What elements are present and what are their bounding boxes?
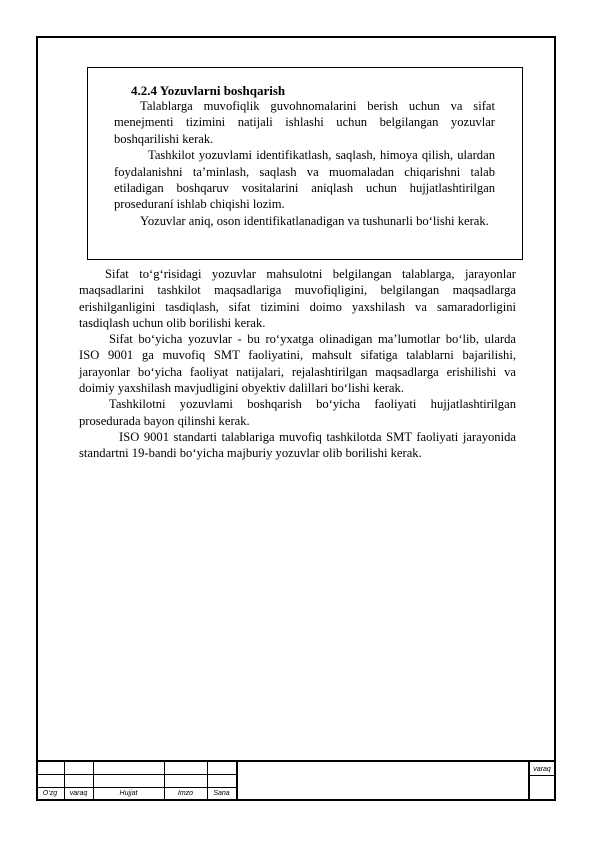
title-block-row-line	[36, 787, 236, 788]
section-heading: 4.2.4 Yozuvlarni boshqarish	[131, 83, 286, 98]
label-sheet: varaq	[69, 790, 88, 797]
body-text	[79, 266, 516, 462]
body-paragraph: Sifat bo‘yicha yozuvlar - bu ro‘yxatga olinadigan ma’lumotlar bo‘lib, ularda ISO 9001 ga muvofiq SMT faoliyatini, mahsult sifatiga talablarni bajarilishi, jarayonlar bo‘yicha faoliyat natijalari, rejalashtirilgan maqsadlarga erishilishi va doimiy yaxshilash mavjudligini obyektiv dalillari bo‘lishi kerak.	[79, 332, 516, 396]
body-paragraph: Sifat to‘g‘risidagi yozuvlar mahsulotni belgilangan talablarga, jarayonlar maqsadlarini tashkilot maqsadlariga muvofiqligini, belgilangan maqsadlarga erishilganligini tasdiqlash, sifat tizimini doimo yaxshilash va samaradorligini tasdiqlash uchun olib borilishi kerak.	[79, 267, 516, 330]
box-paragraph: Tashkilot yozuvlami identifikatlash, saqlash, himoya qilish, ulardan foydalanishni ta’minlash, saqlash va muomaladan chiqarishni talab etiladigan boshqaruv vositalarini aniqlash uchun hujjatlashtirilgan proseduraní ishlab chiqishi lozim.	[114, 148, 495, 212]
label-signature: Imzo	[177, 790, 194, 797]
box-paragraph: Talablarga muvofiqlik guvohnomalarini berish uchun va sifat menejmenti tizimini natijali ishlashi uchun belgilangan yozuvlar boshqarilishi kerak.	[114, 99, 495, 146]
label-document: Hujjat	[119, 790, 138, 797]
body-paragraph: ISO 9001 standarti talablariga muvofiq tashkilotda SMT faoliyati jarayonida standartni 19-bandi bo‘yicha majburiy yozuvlar olib borilishi kerak.	[79, 429, 516, 461]
box-paragraph: Yozuvlar aniq, oson identifikatlanadigan va tushunarli bo‘lishi kerak.	[140, 213, 489, 228]
title-block-top-line	[36, 760, 556, 762]
sheet-number-label: varaq	[533, 766, 551, 773]
section-box-text	[114, 98, 495, 229]
label-izm: O‘zg	[42, 790, 58, 797]
title-block-sheet-line	[528, 775, 556, 776]
title-block-row-line	[36, 774, 236, 775]
body-paragraph: Tashkilotni yozuvlami boshqarish bo‘yicha faoliyati hujjatlashtirilgan prosedurada bayon qilinshi kerak.	[79, 397, 516, 428]
label-date: Sana	[213, 790, 230, 797]
title-block-col-line	[236, 760, 238, 801]
